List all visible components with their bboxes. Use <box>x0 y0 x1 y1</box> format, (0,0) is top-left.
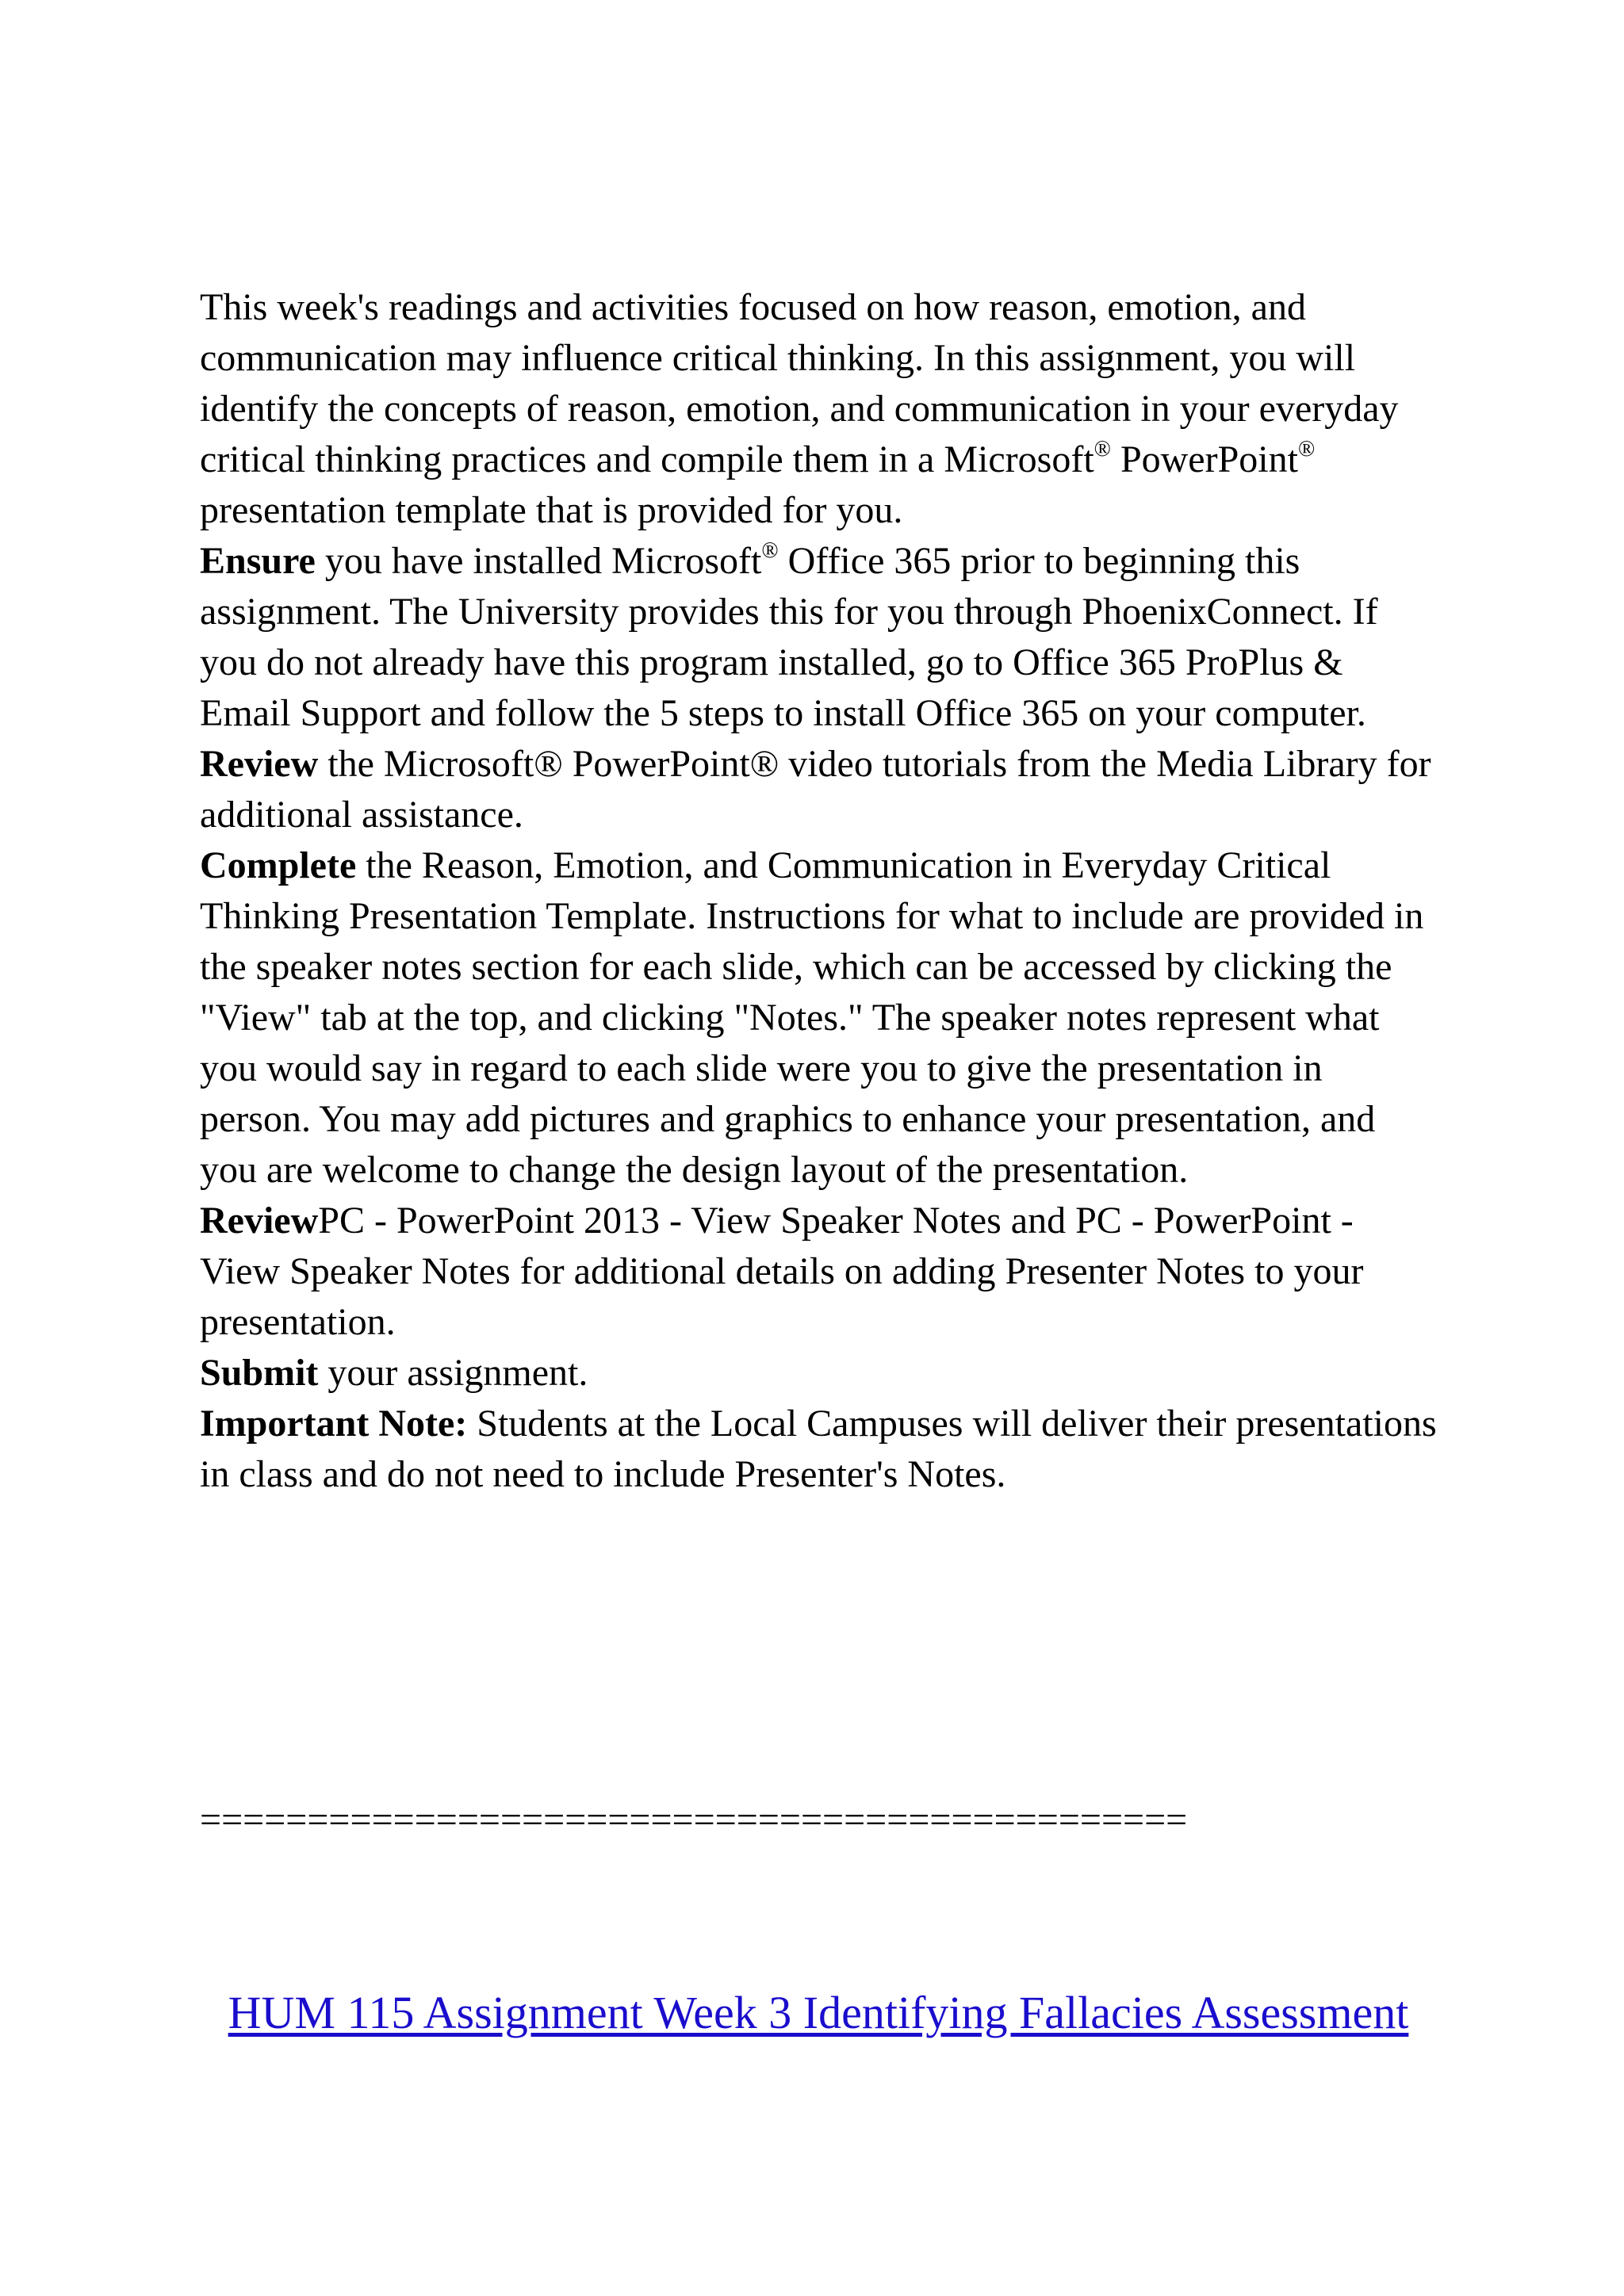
ensure-paragraph <box>200 536 1437 739</box>
submit-label: Submit <box>200 1352 319 1394</box>
submit-paragraph <box>200 1348 1437 1399</box>
ensure-text: you have installed Microsoft <box>315 540 762 582</box>
review-tutorials-paragraph <box>200 739 1437 840</box>
important-note-label: Important Note: <box>200 1402 468 1445</box>
review-notes-paragraph <box>200 1196 1437 1348</box>
registered-mark: ® <box>1297 437 1316 461</box>
important-note-paragraph <box>200 1399 1437 1500</box>
assignment-link-container <box>200 1979 1437 2047</box>
intro-text-powerpoint: PowerPoint <box>1110 438 1298 480</box>
complete-text: the Reason, Emotion, and Communication in Everyday Critical Thinking Presentation Template. Instructions for what to include are provided in the speaker notes section for each slide, which can be accessed by clicking the "View" tab at the top, and clicking "Notes." The speaker notes represent what you would say in regard to each slide were you to give the presentation in person. You may add pictures and graphics to enhance your presentation, and you are welcome to change the design layout of the presentation. <box>200 844 1424 1191</box>
review-label: Review <box>200 1200 319 1242</box>
assignment-link[interactable]: HUM 115 Assignment Week 3 Identifying Fallacies Assessment <box>228 1987 1409 2038</box>
review-notes-text: PC - PowerPoint 2013 - View Speaker Notes and PC - PowerPoint - View Speaker Notes for additional details on adding Presenter Notes to your presentation. <box>200 1200 1364 1343</box>
ensure-label: Ensure <box>200 540 316 582</box>
intro-text-end: presentation template that is provided for you. <box>200 489 903 531</box>
registered-mark: ® <box>761 538 779 563</box>
separator-line: ============================================== <box>200 1799 1188 1841</box>
registered-mark: ® <box>1094 437 1111 461</box>
review-text: the Microsoft® PowerPoint® video tutorials from the Media Library for additional assistance. <box>200 743 1431 836</box>
review-label: Review <box>200 743 319 785</box>
important-note-text: Students at the Local Campuses will deliver their presentations in class and do not need to include Presenter's Notes. <box>200 1402 1437 1495</box>
complete-label: Complete <box>200 844 357 886</box>
complete-paragraph <box>200 840 1437 1196</box>
ensure-text-end: Office 365 prior to beginning this assignment. The University provides this for you through PhoenixConnect. If you do not already have this program installed, go to Office 365 ProPlus & Email Support and follow the 5 steps to install Office 365 on your computer. <box>200 540 1378 734</box>
submit-text: your assignment. <box>318 1352 588 1394</box>
intro-text: This week's readings and activities focused on how reason, emotion, and communication may influence critical thinking. In this assignment, you will identify the concepts of reason, emotion, and communication in your everyday critical thinking practices and compile them in a Microsoft <box>200 286 1399 480</box>
assignment-instructions <box>200 282 1437 1500</box>
intro-paragraph <box>200 282 1437 536</box>
